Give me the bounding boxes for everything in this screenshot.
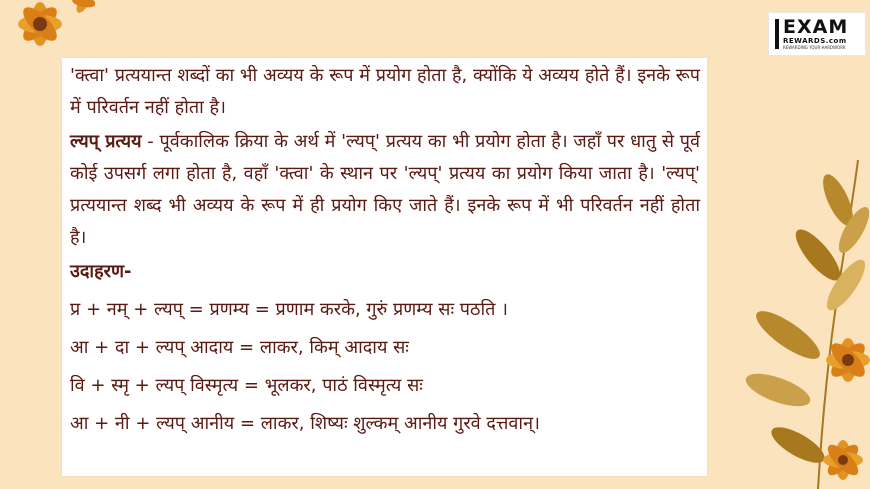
content-card bbox=[62, 58, 707, 476]
example-line: आ + नी + ल्यप् आनीय = लाकर, शिष्यः शुल्कम् आनीय गुरवे दत्तवान्। bbox=[70, 413, 540, 434]
logo-main-text: EXAM bbox=[783, 16, 849, 38]
logo-bar-icon bbox=[775, 19, 779, 49]
paragraph-ktva: 'क्त्वा' प्रत्ययान्त शब्दों का भी अव्यय के रूप में प्रयोग होता है, क्योंकि ये अव्यय होते हैं। इनके रूप में परिवर्तन नहीं होता है। bbox=[70, 65, 700, 118]
examples-heading: उदाहरण- bbox=[70, 261, 132, 282]
example-line: वि + स्मृ + ल्यप् विस्मृत्य = भूलकर, पाठं विस्मृत्य सः bbox=[70, 375, 423, 396]
leaf-flower-decoration-right bbox=[708, 160, 870, 489]
example-line: आ + दा + ल्यप् आदाय = लाकर, किम् आदाय सः bbox=[70, 337, 409, 358]
paragraph-lyap bbox=[70, 126, 700, 254]
lyap-description: - पूर्वकालिक क्रिया के अर्थ में 'ल्यप्' प्रत्यय का भी प्रयोग होता है। जहाँ पर धातु से पूर्व कोई उपसर्ग लगा होता है, वहाँ 'क्त्वा' के स्थान पर 'ल्यप्' प्रत्यय का प्रयोग किया जाता है। 'ल्यप्' प्रत्ययान्त शब्द भी अव्यय के रूप में ही प्रयोग किए जाते हैं। इनके रूप में भी परिवर्तन नहीं होता है। bbox=[70, 131, 701, 248]
logo-tagline: REWARDING YOUR HARDWORK bbox=[783, 45, 846, 50]
exam-rewards-logo bbox=[768, 12, 866, 56]
lyap-term: ल्यप् प्रत्यय bbox=[70, 131, 142, 152]
example-line: प्र + नम् + ल्यप् = प्रणम्य = प्रणाम करके, गुरुं प्रणम्य सः पठति । bbox=[70, 299, 508, 320]
logo-sub-text: REWARDS.com bbox=[783, 37, 847, 45]
